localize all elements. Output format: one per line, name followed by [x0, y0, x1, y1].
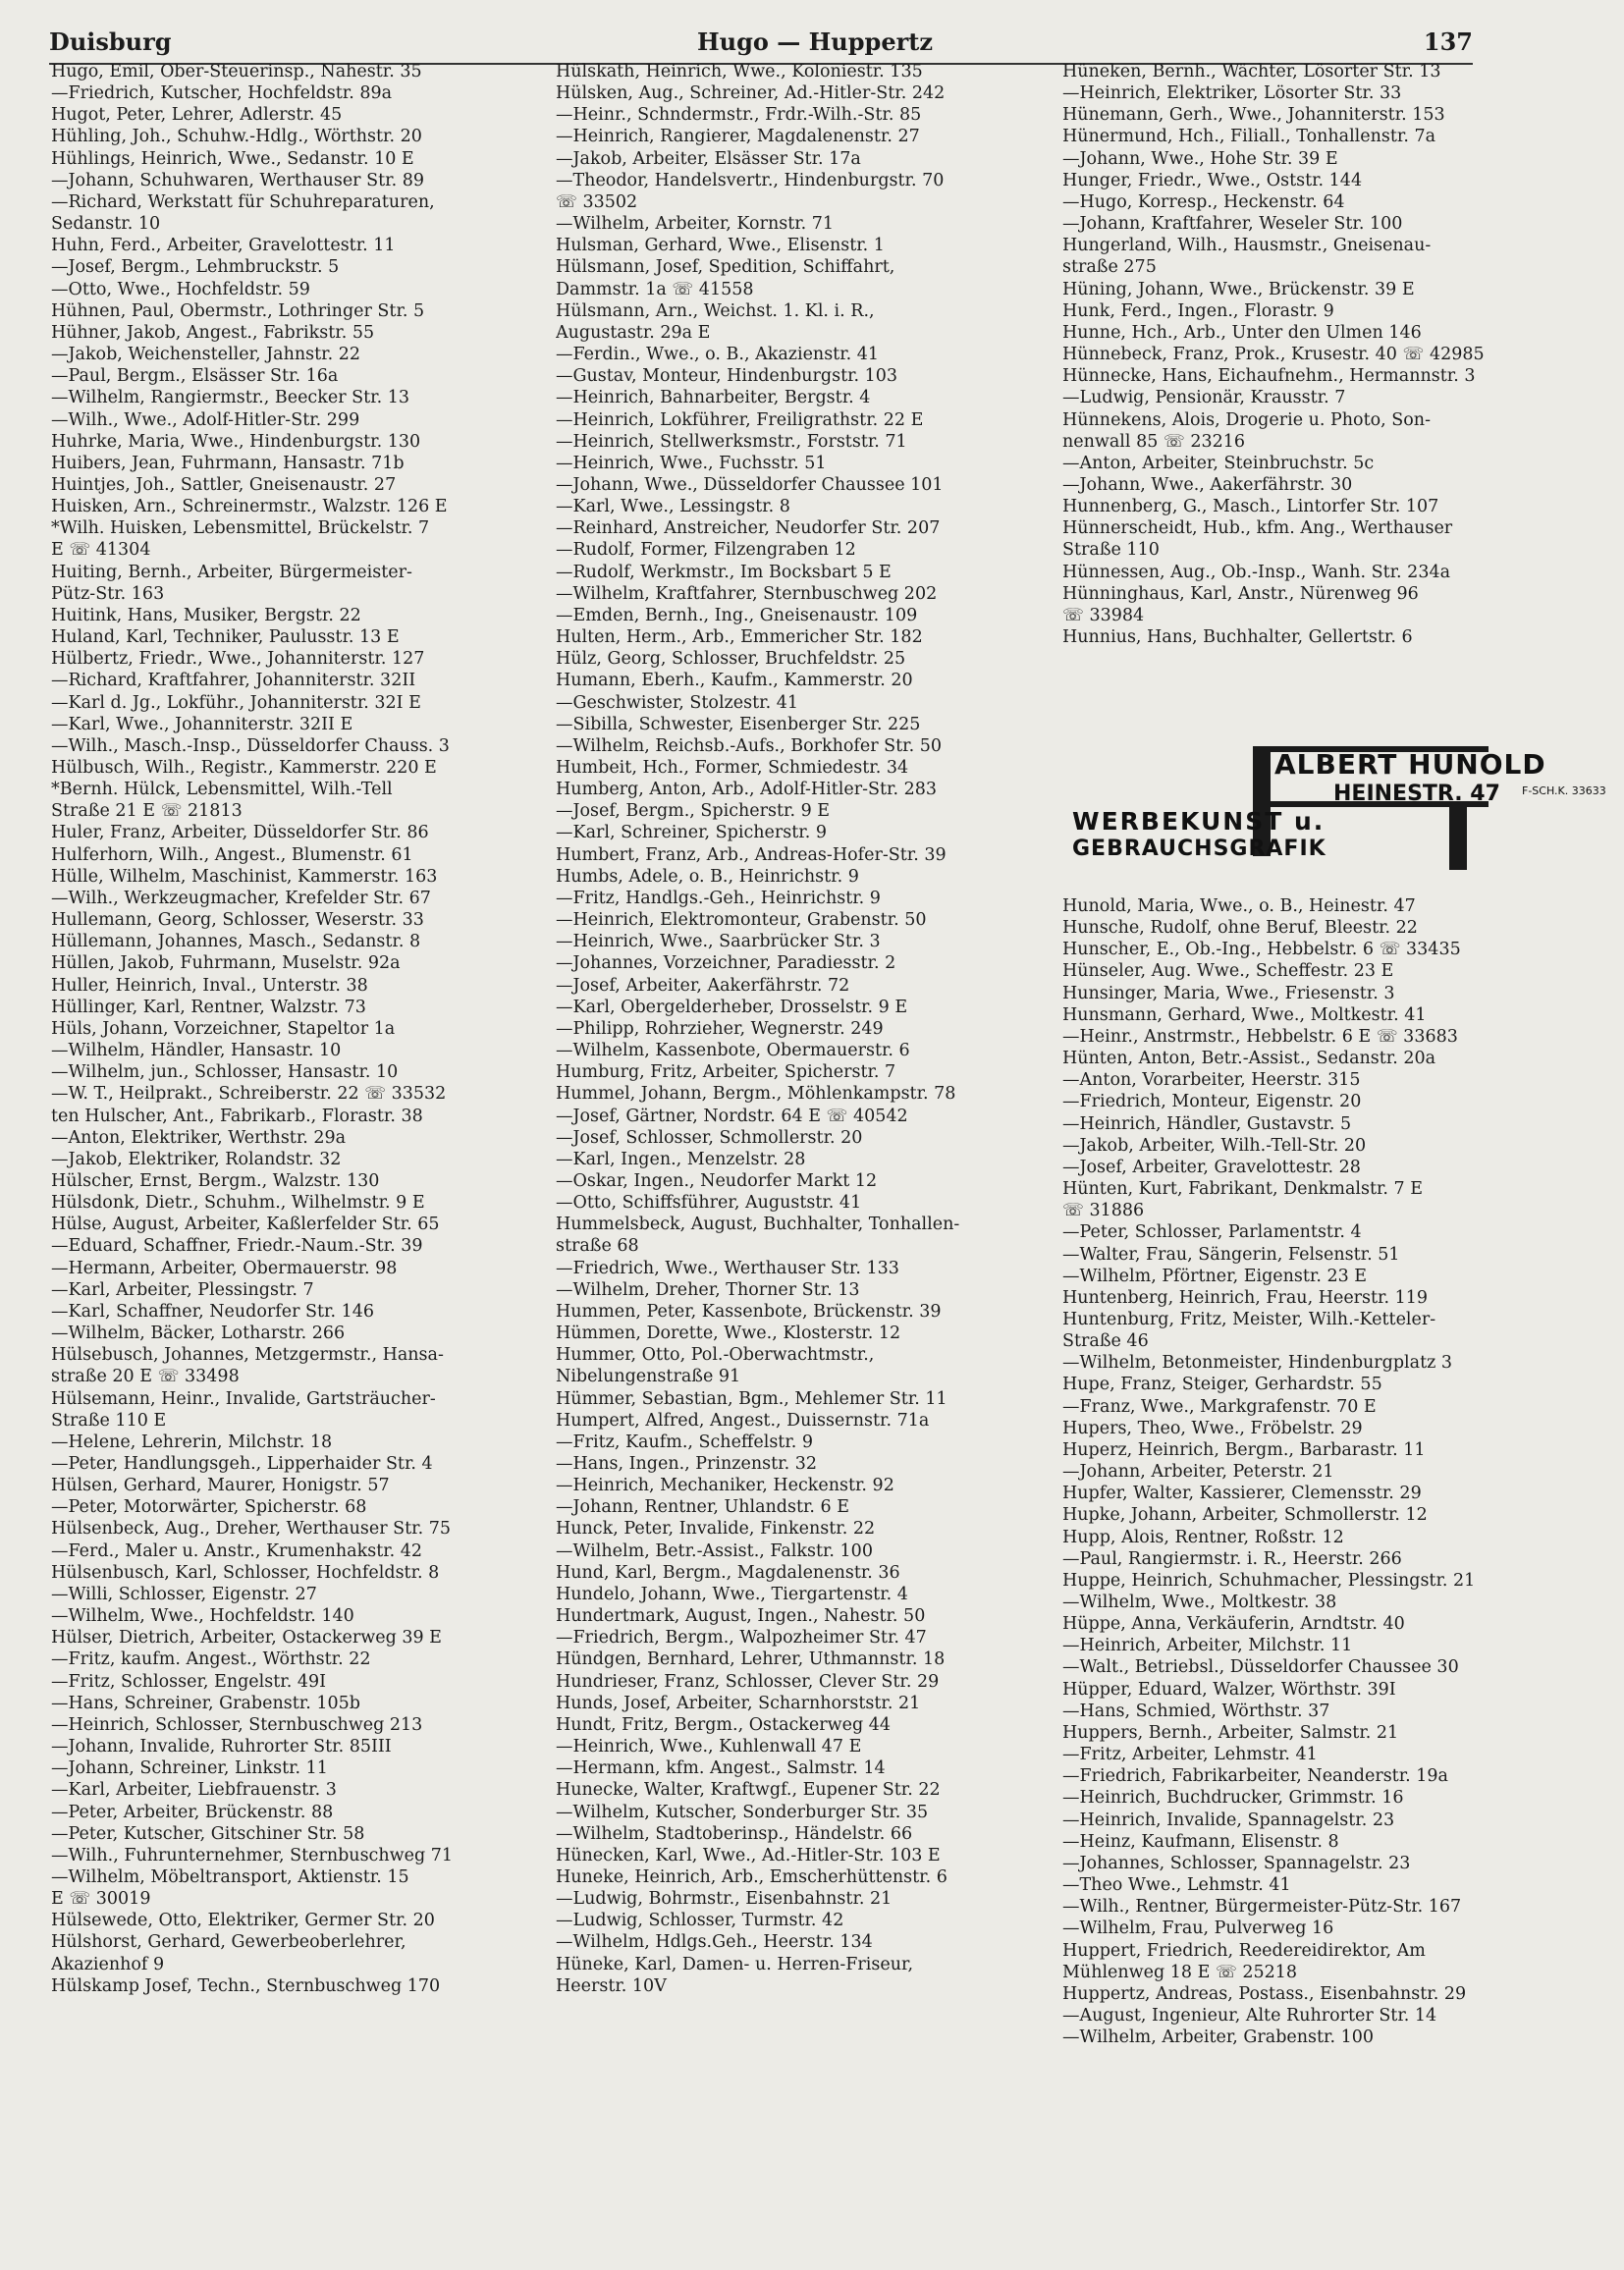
directory-entry-line: —Heinrich, Wwe., Fuchsstr. 51 [556, 453, 827, 473]
directory-entry-line: —Theo Wwe., Lehmstr. 41 [1062, 1875, 1291, 1896]
directory-entry-line: —Karl, Arbeiter, Plessingstr. 7 [51, 1279, 314, 1300]
directory-entry-line: Hüllen, Jakob, Fuhrmann, Muselstr. 92a [51, 953, 401, 974]
directory-entry-line: —Johann, Schuhwaren, Werthauser Str. 89 [51, 170, 424, 190]
directory-entry-line: ☏ 33984 [1062, 605, 1145, 625]
directory-entry-line: Hunger, Friedr., Wwe., Oststr. 144 [1062, 170, 1363, 190]
directory-entry-line: —Heinrich, Lokführer, Freiligrathstr. 22 E [556, 409, 924, 430]
directory-entry-line: Hünnerscheidt, Hub., kfm. Ang., Werthauser [1062, 518, 1453, 539]
directory-entry-line: Hündgen, Bernhard, Lehrer, Uthmannstr. 18 [556, 1649, 946, 1670]
directory-entry-line: —Fritz, Arbeiter, Lehmstr. 41 [1062, 1745, 1318, 1765]
directory-entry-line: —Johann, Wwe., Aakerfährstr. 30 [1062, 474, 1353, 495]
directory-entry-line: —Wilhelm, Möbeltransport, Aktienstr. 15 [51, 1866, 409, 1887]
directory-entry-line: —Ferd., Maler u. Anstr., Krumenhakstr. 42 [51, 1540, 423, 1561]
directory-entry-line: —Johann, Invalide, Ruhrorter Str. 85III [51, 1737, 392, 1757]
directory-entry-line: —Wilhelm, Dreher, Thorner Str. 13 [556, 1279, 860, 1300]
directory-entry-line: —Heinrich, Rangierer, Magdalenenstr. 27 [556, 127, 920, 147]
directory-entry-line: —Karl, Arbeiter, Liebfrauenstr. 3 [51, 1780, 337, 1801]
directory-entry-line: —Karl, Ingen., Menzelstr. 28 [556, 1149, 806, 1169]
directory-entry-line: Hülsenbeck, Aug., Dreher, Werthauser Str. 75 [51, 1519, 451, 1540]
directory-entry-line: —Hans, Ingen., Prinzenstr. 32 [556, 1454, 817, 1474]
directory-entry-line: —Rudolf, Former, Filzengraben 12 [556, 540, 856, 561]
directory-entry-line: —Sibilla, Schwester, Eisenberger Str. 225 [556, 714, 921, 734]
directory-entry-line: Dammstr. 1a ☏ 41558 [556, 279, 754, 299]
directory-entry-line: —Wilhelm, Wwe., Moltkestr. 38 [1062, 1593, 1337, 1612]
directory-entry-line: straße 20 E ☏ 33498 [51, 1367, 240, 1387]
directory-entry-line: E ☏ 41304 [51, 540, 151, 561]
directory-entry-line: —Helene, Lehrerin, Milchstr. 18 [51, 1432, 333, 1452]
directory-entry-line: —Jakob, Weichensteller, Jahnstr. 22 [51, 345, 360, 365]
directory-entry-line: —Heinrich, Händler, Gustavstr. 5 [1062, 1113, 1352, 1134]
directory-entry-line: ☏ 31886 [1062, 1201, 1145, 1221]
directory-entry-line: Hunnenberg, G., Masch., Lintorfer Str. 107 [1062, 497, 1439, 517]
directory-entry-line: —Walter, Frau, Sängerin, Felsenstr. 51 [1062, 1244, 1400, 1265]
directory-entry-line: Hungerland, Wilh., Hausmstr., Gneisenau- [1062, 236, 1432, 256]
directory-entry-line: Hüneke, Karl, Damen- u. Herren-Friseur, [556, 1954, 914, 1974]
directory-entry-line: Hünninghaus, Karl, Anstr., Nürenweg 96 [1062, 583, 1419, 604]
directory-entry-line: —Theodor, Handelsvertr., Hindenburgstr. 70 [556, 170, 945, 190]
directory-entry-line: Hüppe, Anna, Verkäuferin, Arndtstr. 40 [1062, 1614, 1405, 1635]
directory-entry-line: Hulferhorn, Wilh., Angest., Blumenstr. 61 [51, 844, 413, 865]
directory-entry-line: Hülser, Dietrich, Arbeiter, Ostackerweg 39 E [51, 1628, 442, 1648]
directory-entry-line: —Ludwig, Schlosser, Turmstr. 42 [556, 1911, 844, 1931]
directory-entry-line: Hüneken, Bernh., Wächter, Lösorter Str. 13 [1062, 62, 1441, 81]
directory-entry-line: —Johannes, Vorzeichner, Paradiesstr. 2 [556, 953, 896, 974]
directory-entry-line: Hünnessen, Aug., Ob.-Insp., Wanh. Str. 234a [1062, 562, 1451, 582]
directory-entry-line: ten Hulscher, Ant., Fabrikarb., Florastr. 38 [51, 1106, 423, 1126]
directory-entry-line: —Reinhard, Anstreicher, Neudorfer Str. 207 [556, 518, 941, 539]
directory-entry-line: —Ludwig, Bohrmstr., Eisenbahnstr. 21 [556, 1889, 893, 1910]
directory-entry-line: —Heinrich, Stellwerksmstr., Forststr. 71 [556, 431, 907, 452]
directory-entry-line: Hundrieser, Franz, Schlosser, Clever Str. 29 [556, 1671, 940, 1692]
directory-entry-line: Hünermund, Hch., Filiall., Tonhallenstr. 7a [1062, 127, 1436, 147]
directory-entry-line: Huppertz, Andreas, Postass., Eisenbahnstr. 29 [1062, 1983, 1467, 2004]
directory-entry-line: —Paul, Bergm., Elsässer Str. 16a [51, 366, 339, 387]
directory-entry-line: —Heinrich, Bahnarbeiter, Bergstr. 4 [556, 388, 871, 408]
directory-entry-line: —Jakob, Arbeiter, Elsässer Str. 17a [556, 148, 861, 169]
ad-address: HEINESTR. 47 [1333, 782, 1500, 806]
directory-entry-line: Humberg, Anton, Arb., Adolf-Hitler-Str. 283 [556, 780, 937, 800]
directory-entry-line: —Heinr., Anstrmstr., Hebbelstr. 6 E ☏ 33683 [1062, 1026, 1458, 1047]
directory-entry-line: Hülskamp Josef, Techn., Sternbuschweg 170 [51, 1975, 441, 1996]
directory-entry-line: Huntenburg, Fritz, Meister, Wilh.-Ketteler- [1062, 1309, 1436, 1329]
directory-entry-line: Hüning, Johann, Wwe., Brückenstr. 39 E [1062, 279, 1415, 299]
directory-entry-line: Hunold, Maria, Wwe., o. B., Heinestr. 47 [1062, 896, 1416, 916]
directory-entry-line: —Jakob, Elektriker, Rolandstr. 32 [51, 1149, 342, 1169]
directory-entry-line: —Wilhelm, Bäcker, Lotharstr. 266 [51, 1324, 346, 1344]
directory-entry-line: —Wilhelm, Betr.-Assist., Falkstr. 100 [556, 1540, 873, 1561]
directory-entry-line: —Oskar, Ingen., Neudorfer Markt 12 [556, 1170, 878, 1191]
directory-entry-line: —Wilhelm, Händler, Hansastr. 10 [51, 1041, 342, 1061]
ad-phone: F-SCH.K. 33633 [1522, 784, 1606, 797]
page-header [49, 24, 1473, 65]
directory-entry-line: Hühling, Joh., Schuhw.-Hdlg., Wörthstr. 20 [51, 127, 422, 147]
directory-entry-line: —Anton, Arbeiter, Steinbruchstr. 5c [1062, 453, 1375, 473]
directory-entry-line: Huiting, Bernh., Arbeiter, Bürgermeister- [51, 562, 412, 582]
directory-entry-line: —Richard, Kraftfahrer, Johanniterstr. 32II [51, 671, 416, 691]
directory-entry-line: Humpert, Alfred, Angest., Duissernstr. 71a [556, 1410, 930, 1431]
directory-entry-line: Huitink, Hans, Musiker, Bergstr. 22 [51, 605, 361, 625]
directory-entry-line: —Franz, Wwe., Markgrafenstr. 70 E [1062, 1396, 1377, 1417]
column-3-top [1062, 61, 1561, 648]
directory-entry-line: Huibers, Jean, Fuhrmann, Hansastr. 71b [51, 453, 405, 473]
directory-entry-line: —Heinrich, Wwe., Kuhlenwall 47 E [556, 1737, 862, 1757]
directory-entry-line: Hülsemann, Heinr., Invalide, Gartsträucher- [51, 1388, 436, 1409]
directory-entry-line: —Fritz, Schlosser, Engelstr. 49I [51, 1671, 327, 1692]
directory-entry-line: Hülsmann, Josef, Spedition, Schiffahrt, [556, 257, 895, 278]
directory-entry-line: —Philipp, Rohrzieher, Wegnerstr. 249 [556, 1018, 884, 1039]
directory-entry-line: Huller, Heinrich, Inval., Unterstr. 38 [51, 975, 368, 996]
ad-logo-bar-right [1449, 807, 1467, 870]
directory-entry-line: —Friedrich, Bergm., Walpozheimer Str. 47 [556, 1628, 927, 1648]
directory-entry-line: Humburg, Fritz, Arbeiter, Spicherstr. 7 [556, 1062, 896, 1083]
directory-entry-line: Hülsdonk, Dietr., Schuhm., Wilhelmstr. 9 E [51, 1193, 425, 1214]
directory-entry-line: —Peter, Arbeiter, Brückenstr. 88 [51, 1802, 334, 1822]
directory-entry-line: Hundelo, Johann, Wwe., Tiergartenstr. 4 [556, 1584, 908, 1604]
directory-entry-line: Hupers, Theo, Wwe., Fröbelstr. 29 [1062, 1418, 1363, 1438]
directory-entry-line: Akazienhof 9 [51, 1954, 165, 1974]
directory-entry-line: Hümmer, Sebastian, Bgm., Mehlemer Str. 11 [556, 1388, 947, 1409]
directory-entry-line: —Josef, Gärtner, Nordstr. 64 E ☏ 40542 [556, 1106, 908, 1126]
directory-entry-line: Hülsenbusch, Karl, Schlosser, Hochfeldstr. 8 [51, 1562, 440, 1583]
directory-entry-line: E ☏ 30019 [51, 1889, 151, 1910]
directory-entry-line: Hupke, Johann, Arbeiter, Schmollerstr. 12 [1062, 1505, 1428, 1526]
directory-entry-line: —Hans, Schreiner, Grabenstr. 105b [51, 1693, 360, 1713]
directory-entry-line: —Josef, Arbeiter, Aakerfährstr. 72 [556, 975, 850, 996]
directory-entry-line: Pütz-Str. 163 [51, 583, 165, 604]
directory-entry-line: —Karl, Schaffner, Neudorfer Str. 146 [51, 1301, 375, 1322]
directory-entry-line: Huneke, Heinrich, Arb., Emscherhüttenstr. 6 [556, 1866, 947, 1887]
directory-entry-line: —Fritz, Kaufm., Scheffelstr. 9 [556, 1432, 814, 1452]
directory-entry-line: nenwall 85 ☏ 23216 [1062, 431, 1246, 452]
directory-entry-line: Hülse, August, Arbeiter, Kaßlerfelder Str. 65 [51, 1215, 440, 1235]
directory-entry-line: —Peter, Kutscher, Gitschiner Str. 58 [51, 1823, 365, 1844]
directory-entry-line: —W. T., Heilprakt., Schreiberstr. 22 ☏ 33532 [51, 1084, 447, 1105]
directory-entry-line: —Heinrich, Arbeiter, Milchstr. 11 [1062, 1636, 1353, 1656]
directory-entry-line: Straße 46 [1062, 1331, 1149, 1352]
directory-entry-line: —Wilhelm, jun., Schlosser, Hansastr. 10 [51, 1062, 399, 1083]
directory-entry-line: —Johann, Schreiner, Linkstr. 11 [51, 1758, 328, 1779]
directory-entry-line: —Otto, Schiffsführer, Auguststr. 41 [556, 1193, 862, 1214]
directory-entry-line: —Wilh., Werkzeugmacher, Krefelder Str. 67 [51, 888, 431, 908]
directory-entry-line: —Wilhelm, Pförtner, Eigenstr. 23 E [1062, 1266, 1368, 1286]
directory-entry-line: Hünnekens, Alois, Drogerie u. Photo, Son- [1062, 409, 1431, 430]
directory-entry-line: —Wilh., Masch.-Insp., Düsseldorfer Chauss. 3 [51, 735, 450, 756]
directory-entry-line: —Heinrich, Wwe., Saarbrücker Str. 3 [556, 932, 881, 952]
directory-entry-line: —Josef, Bergm., Lehmbruckstr. 5 [51, 257, 340, 278]
directory-entry-line: Hülbusch, Wilh., Registr., Kammerstr. 220 E [51, 758, 437, 778]
directory-entry-line: Hupfer, Walter, Kassierer, Clemensstr. 29 [1062, 1484, 1422, 1504]
directory-entry-line: Hunne, Hch., Arb., Unter den Ulmen 146 [1062, 322, 1422, 343]
directory-entry-line: —Anton, Vorarbeiter, Heerstr. 315 [1062, 1070, 1361, 1091]
directory-entry-line: Hupp, Alois, Rentner, Roßstr. 12 [1062, 1527, 1344, 1547]
directory-entry-line: —Heinrich, Invalide, Spannagelstr. 23 [1062, 1810, 1395, 1830]
directory-entry-line: Hummel, Johann, Bergm., Möhlenkampstr. 78 [556, 1084, 956, 1105]
directory-entry-line: Huppert, Friedrich, Reedereidirektor, Am [1062, 1940, 1426, 1961]
directory-entry-line: Hülbertz, Friedr., Wwe., Johanniterstr. 127 [51, 649, 425, 670]
directory-entry-line: Hüls, Johann, Vorzeichner, Stapeltor 1a [51, 1018, 396, 1039]
directory-entry-line: Hühner, Jakob, Angest., Fabrikstr. 55 [51, 322, 375, 343]
directory-entry-line: Hummer, Otto, Pol.-Oberwachtmstr., [556, 1345, 875, 1366]
directory-entry-line: —Wilh., Fuhrunternehmer, Sternbuschweg 71 [51, 1845, 454, 1865]
directory-entry-line: —Geschwister, Stolzestr. 41 [556, 692, 798, 713]
directory-entry-line: Hülskath, Heinrich, Wwe., Koloniestr. 135 [556, 62, 923, 81]
directory-entry-line: Hundertmark, August, Ingen., Nahestr. 50 [556, 1606, 926, 1627]
directory-entry-line: —Johann, Kraftfahrer, Weseler Str. 100 [1062, 214, 1403, 235]
directory-entry-line: Hummelsbeck, August, Buchhalter, Tonhallen- [556, 1215, 960, 1235]
directory-entry-line: Hunk, Ferd., Ingen., Florastr. 9 [1062, 300, 1334, 321]
directory-entry-line: Hülsken, Aug., Schreiner, Ad.-Hitler-Str. 242 [556, 83, 946, 104]
directory-entry-line: —Heinrich, Elektriker, Lösorter Str. 33 [1062, 83, 1402, 104]
directory-entry-line: Hupe, Franz, Steiger, Gerhardstr. 55 [1062, 1375, 1382, 1395]
directory-entry-line: —Heinrich, Mechaniker, Heckenstr. 92 [556, 1476, 894, 1496]
directory-entry-line: Hülscher, Ernst, Bergm., Walzstr. 130 [51, 1170, 380, 1191]
directory-entry-line: Hundt, Fritz, Bergm., Ostackerweg 44 [556, 1714, 892, 1735]
directory-entry-line: Hülle, Wilhelm, Maschinist, Kammerstr. 163 [51, 866, 438, 887]
directory-entry-line: Straße 110 [1062, 540, 1160, 561]
directory-entry-line: Huland, Karl, Techniker, Paulusstr. 13 E [51, 627, 400, 648]
directory-entry-line: —Eduard, Schaffner, Friedr.-Naum.-Str. 39 [51, 1236, 423, 1257]
directory-entry-line: Hunecke, Walter, Kraftwgf., Eupener Str. 22 [556, 1780, 941, 1801]
directory-entry-line: straße 68 [556, 1236, 639, 1257]
directory-entry-line: —Karl, Schreiner, Spicherstr. 9 [556, 823, 827, 843]
directory-entry-line: Huperz, Heinrich, Bergm., Barbarastr. 11 [1062, 1439, 1426, 1460]
directory-entry-line: —Josef, Bergm., Spicherstr. 9 E [556, 801, 831, 822]
directory-entry-line: Hunsinger, Maria, Wwe., Friesenstr. 3 [1062, 983, 1395, 1003]
directory-entry-line: —Heinrich, Elektromonteur, Grabenstr. 50 [556, 910, 927, 931]
directory-entry-line: Hund, Karl, Bergm., Magdalenenstr. 36 [556, 1562, 900, 1583]
directory-entry-line: Hühlings, Heinrich, Wwe., Sedanstr. 10 E [51, 148, 414, 169]
directory-entry-line: —Anton, Elektriker, Werthstr. 29a [51, 1127, 347, 1148]
directory-entry-line: —Peter, Schlosser, Parlamentstr. 4 [1062, 1222, 1362, 1243]
directory-entry-line: Humann, Eberh., Kaufm., Kammerstr. 20 [556, 671, 913, 691]
directory-entry-line: —Wilhelm, Kutscher, Sonderburger Str. 35 [556, 1802, 929, 1822]
directory-entry-line: Huhrke, Maria, Wwe., Hindenburgstr. 130 [51, 431, 421, 452]
directory-entry-line: —Wilhelm, Arbeiter, Kornstr. 71 [556, 214, 835, 235]
directory-entry-line: —Richard, Werkstatt für Schuhreparaturen, [51, 191, 435, 212]
directory-entry-line: —Hans, Schmied, Wörthstr. 37 [1062, 1701, 1330, 1721]
directory-entry-line: Hünten, Kurt, Fabrikant, Denkmalstr. 7 E [1062, 1179, 1424, 1200]
directory-entry-line: —Wilhelm, Rangiermstr., Beecker Str. 13 [51, 388, 409, 408]
directory-entry-line: Humbeit, Hch., Former, Schmiedestr. 34 [556, 758, 909, 778]
directory-entry-line: *Bernh. Hülck, Lebensmittel, Wilh.-Tell [51, 780, 393, 800]
directory-entry-line: Straße 21 E ☏ 21813 [51, 801, 243, 822]
directory-entry-line: —Wilhelm, Frau, Pulverweg 16 [1062, 1919, 1334, 1939]
directory-entry-line: Huler, Franz, Arbeiter, Düsseldorfer Str. 86 [51, 823, 429, 843]
directory-entry-line: —Heinrich, Schlosser, Sternbuschweg 213 [51, 1714, 423, 1735]
directory-entry-line: —Johannes, Schlosser, Spannagelstr. 23 [1062, 1853, 1411, 1873]
directory-entry-line: Hunds, Josef, Arbeiter, Scharnhorststr. 21 [556, 1693, 921, 1713]
directory-entry-line: Hugot, Peter, Lehrer, Adlerstr. 45 [51, 105, 343, 126]
directory-entry-line: Hunsmann, Gerhard, Wwe., Moltkestr. 41 [1062, 1004, 1427, 1025]
directory-entry-line: Sedanstr. 10 [51, 214, 161, 235]
directory-entry-line: Hüpper, Eduard, Walzer, Wörthstr. 39I [1062, 1679, 1396, 1700]
directory-entry-line: Hülsmann, Arn., Weichst. 1. Kl. i. R., [556, 300, 875, 321]
directory-entry-line: —Wilh., Rentner, Bürgermeister-Pütz-Str. 167 [1062, 1897, 1462, 1918]
directory-entry-line: —Johann, Wwe., Hohe Str. 39 E [1062, 148, 1338, 169]
directory-entry-line: Huisken, Arn., Schreinermstr., Walzstr. 126 E [51, 497, 448, 517]
directory-entry-line: —Karl d. Jg., Lokführ., Johanniterstr. 32I E [51, 692, 421, 713]
ad-company-name: ALBERT HUNOLD [1274, 748, 1546, 781]
directory-entry-line: —Wilhelm, Arbeiter, Grabenstr. 100 [1062, 2027, 1375, 2048]
advertisement-hunold [1068, 738, 1606, 874]
directory-entry-line: —Peter, Handlungsgeh., Lipperhaider Str. 4 [51, 1454, 433, 1474]
header-name-range: Hugo — Huppertz [697, 27, 933, 56]
directory-entry-line: Humbert, Franz, Arb., Andreas-Hofer-Str. 39 [556, 844, 947, 865]
directory-entry-line: —Friedrich, Monteur, Eigenstr. 20 [1062, 1092, 1362, 1112]
directory-entry-line: Hunck, Peter, Invalide, Finkenstr. 22 [556, 1519, 876, 1540]
directory-entry-line: —Jakob, Arbeiter, Wilh.-Tell-Str. 20 [1062, 1135, 1367, 1156]
directory-entry-line: —Karl, Obergelderheber, Drosselstr. 9 E [556, 997, 908, 1017]
column-1 [51, 61, 552, 1997]
directory-entry-line: Hünnebeck, Franz, Prok., Krusestr. 40 ☏ 42985 [1062, 345, 1485, 365]
directory-entry-line: —Ferdin., Wwe., o. B., Akazienstr. 41 [556, 345, 880, 365]
directory-entry-line: —Wilhelm, Wwe., Hochfeldstr. 140 [51, 1606, 354, 1627]
directory-entry-line: —Walt., Betriebsl., Düsseldorfer Chaussee 30 [1062, 1657, 1459, 1678]
directory-entry-line: —Hermann, kfm. Angest., Salmstr. 14 [556, 1758, 886, 1779]
column-2 [556, 61, 1053, 1997]
directory-entry-line: Hünseler, Aug. Wwe., Scheffestr. 23 E [1062, 961, 1394, 982]
directory-entry-line: Huhn, Ferd., Arbeiter, Gravelottestr. 11 [51, 236, 396, 256]
directory-entry-line: Huintjes, Joh., Sattler, Gneisenaustr. 27 [51, 474, 397, 495]
directory-entry-line: —Wilhelm, Betonmeister, Hindenburgplatz 3 [1062, 1353, 1453, 1374]
directory-entry-line: —Otto, Wwe., Hochfeldstr. 59 [51, 279, 310, 299]
directory-entry-line: —Josef, Arbeiter, Gravelottestr. 28 [1062, 1157, 1361, 1177]
ad-line-gebrauchsgrafik: GEBRAUCHSGRAFIK [1072, 837, 1326, 861]
directory-entry-line: Hummen, Peter, Kassenbote, Brückenstr. 39 [556, 1301, 942, 1322]
directory-entry-line: —Fritz, Handlgs.-Geh., Heinrichstr. 9 [556, 888, 881, 908]
directory-entry-line: Huppe, Heinrich, Schuhmacher, Plessingstr. 21 [1062, 1570, 1476, 1591]
directory-entry-line: Hugo, Emil, Ober-Steuerinsp., Nahestr. 35 [51, 62, 422, 81]
directory-entry-line: Hulsman, Gerhard, Wwe., Elisenstr. 1 [556, 236, 885, 256]
directory-entry-line: —Josef, Schlosser, Schmollerstr. 20 [556, 1127, 863, 1148]
directory-entry-line: Hüllinger, Karl, Rentner, Walzstr. 73 [51, 997, 366, 1017]
directory-entry-line: —Karl, Wwe., Johanniterstr. 32II E [51, 714, 353, 734]
directory-entry-line: Hunnius, Hans, Buchhalter, Gellertstr. 6 [1062, 627, 1413, 648]
directory-entry-line: —Willi, Schlosser, Eigenstr. 27 [51, 1584, 317, 1604]
directory-entry-line: Hunscher, E., Ob.-Ing., Hebbelstr. 6 ☏ 33435 [1062, 940, 1461, 960]
directory-entry-line: Huppers, Bernh., Arbeiter, Salmstr. 21 [1062, 1722, 1399, 1743]
directory-entry-line: Hümmen, Dorette, Wwe., Klosterstr. 12 [556, 1324, 901, 1344]
directory-entry-line: —Wilhelm, Stadtoberinsp., Händelstr. 66 [556, 1823, 913, 1844]
directory-entry-line: Hunsche, Rudolf, ohne Beruf, Bleestr. 22 [1062, 918, 1418, 939]
directory-entry-line: —Wilhelm, Kassenbote, Obermauerstr. 6 [556, 1041, 910, 1061]
directory-entry-line: —Friedrich, Wwe., Werthauser Str. 133 [556, 1258, 899, 1278]
directory-entry-line: —Hugo, Korresp., Heckenstr. 64 [1062, 191, 1345, 212]
ad-line-werbekunst: WERBEKUNST u. [1072, 807, 1326, 836]
directory-entry-line: —Fritz, kaufm. Angest., Wörthstr. 22 [51, 1649, 371, 1670]
header-city: Duisburg [49, 27, 172, 56]
directory-entry-line: Hülshorst, Gerhard, Gewerbeoberlehrer, [51, 1932, 406, 1953]
directory-entry-line: —Wilh., Wwe., Adolf-Hitler-Str. 299 [51, 409, 360, 430]
directory-entry-line: Humbs, Adele, o. B., Heinrichstr. 9 [556, 866, 859, 887]
directory-entry-line: —Peter, Motorwärter, Spicherstr. 68 [51, 1497, 367, 1518]
directory-entry-line: Hülz, Georg, Schlosser, Bruchfeldstr. 25 [556, 649, 906, 670]
directory-entry-line: Straße 110 E [51, 1410, 167, 1431]
directory-entry-line: ☏ 33502 [556, 191, 638, 212]
directory-entry-line: Hünnecke, Hans, Eichaufnehm., Hermannstr. 3 [1062, 366, 1476, 387]
directory-entry-line: Augustastr. 29a E [556, 322, 711, 343]
directory-entry-line: Mühlenweg 18 E ☏ 25218 [1062, 1962, 1298, 1982]
directory-entry-line: —Gustav, Monteur, Hindenburgstr. 103 [556, 366, 898, 387]
directory-entry-line: Hünten, Anton, Betr.-Assist., Sedanstr. 20a [1062, 1049, 1436, 1069]
page-number: 137 [1423, 27, 1473, 56]
directory-entry-line: —Emden, Bernh., Ing., Gneisenaustr. 109 [556, 605, 918, 625]
directory-entry-line: —Karl, Wwe., Lessingstr. 8 [556, 497, 790, 517]
directory-entry-line: Huntenberg, Heinrich, Frau, Heerstr. 119 [1062, 1287, 1429, 1308]
directory-entry-line: —Johann, Wwe., Düsseldorfer Chaussee 101 [556, 474, 944, 495]
directory-entry-line: *Wilh. Huisken, Lebensmittel, Brückelstr. 7 [51, 518, 430, 539]
directory-entry-line: —Friedrich, Fabrikarbeiter, Neanderstr. 19a [1062, 1766, 1448, 1787]
directory-entry-line: —Heinr., Schndermstr., Frdr.-Wilh.-Str. 85 [556, 105, 922, 126]
directory-entry-line: straße 275 [1062, 257, 1157, 278]
directory-entry-line: —Heinz, Kaufmann, Elisenstr. 8 [1062, 1831, 1339, 1852]
directory-entry-line: Hülsewede, Otto, Elektriker, Germer Str. 20 [51, 1911, 435, 1931]
directory-entry-line: —Heinrich, Buchdrucker, Grimmstr. 16 [1062, 1788, 1404, 1809]
directory-entry-line: —Paul, Rangiermstr. i. R., Heerstr. 266 [1062, 1548, 1402, 1569]
directory-entry-line: Hünecken, Karl, Wwe., Ad.-Hitler-Str. 103 E [556, 1845, 941, 1865]
directory-entry-line: Hullemann, Georg, Schlosser, Weserstr. 33 [51, 910, 424, 931]
directory-entry-line: Heerstr. 10V [556, 1975, 667, 1996]
directory-entry-line: Nibelungenstraße 91 [556, 1367, 741, 1387]
directory-entry-line: Hüllemann, Johannes, Masch., Sedanstr. 8 [51, 932, 421, 952]
directory-entry-line: Hülsebusch, Johannes, Metzgermstr., Hansa- [51, 1345, 444, 1366]
directory-entry-line: Hühnen, Paul, Obermstr., Lothringer Str. 5 [51, 300, 425, 321]
directory-entry-line: —Wilhelm, Reichsb.-Aufs., Borkhofer Str. 50 [556, 735, 943, 756]
directory-entry-line: Hulten, Herm., Arb., Emmericher Str. 182 [556, 627, 923, 648]
directory-entry-line: —Johann, Rentner, Uhlandstr. 6 E [556, 1497, 850, 1518]
directory-entry-line: Hülsen, Gerhard, Maurer, Honigstr. 57 [51, 1476, 390, 1496]
directory-entry-line: —Ludwig, Pensionär, Krausstr. 7 [1062, 388, 1346, 408]
directory-entry-line: —Rudolf, Werkmstr., Im Bocksbart 5 E [556, 562, 892, 582]
column-3-bottom [1062, 895, 1561, 2048]
directory-entry-line: —Hermann, Arbeiter, Obermauerstr. 98 [51, 1258, 398, 1278]
directory-entry-line: —Johann, Arbeiter, Peterstr. 21 [1062, 1462, 1334, 1483]
directory-entry-line: —Wilhelm, Hdlgs.Geh., Heerstr. 134 [556, 1932, 873, 1953]
directory-entry-line: —Friedrich, Kutscher, Hochfeldstr. 89a [51, 83, 393, 104]
directory-entry-line: Hünemann, Gerh., Wwe., Johanniterstr. 153 [1062, 105, 1445, 126]
directory-entry-line: —Wilhelm, Kraftfahrer, Sternbuschweg 202 [556, 583, 938, 604]
directory-entry-line: —August, Ingenieur, Alte Ruhrorter Str. 14 [1062, 2005, 1437, 2026]
